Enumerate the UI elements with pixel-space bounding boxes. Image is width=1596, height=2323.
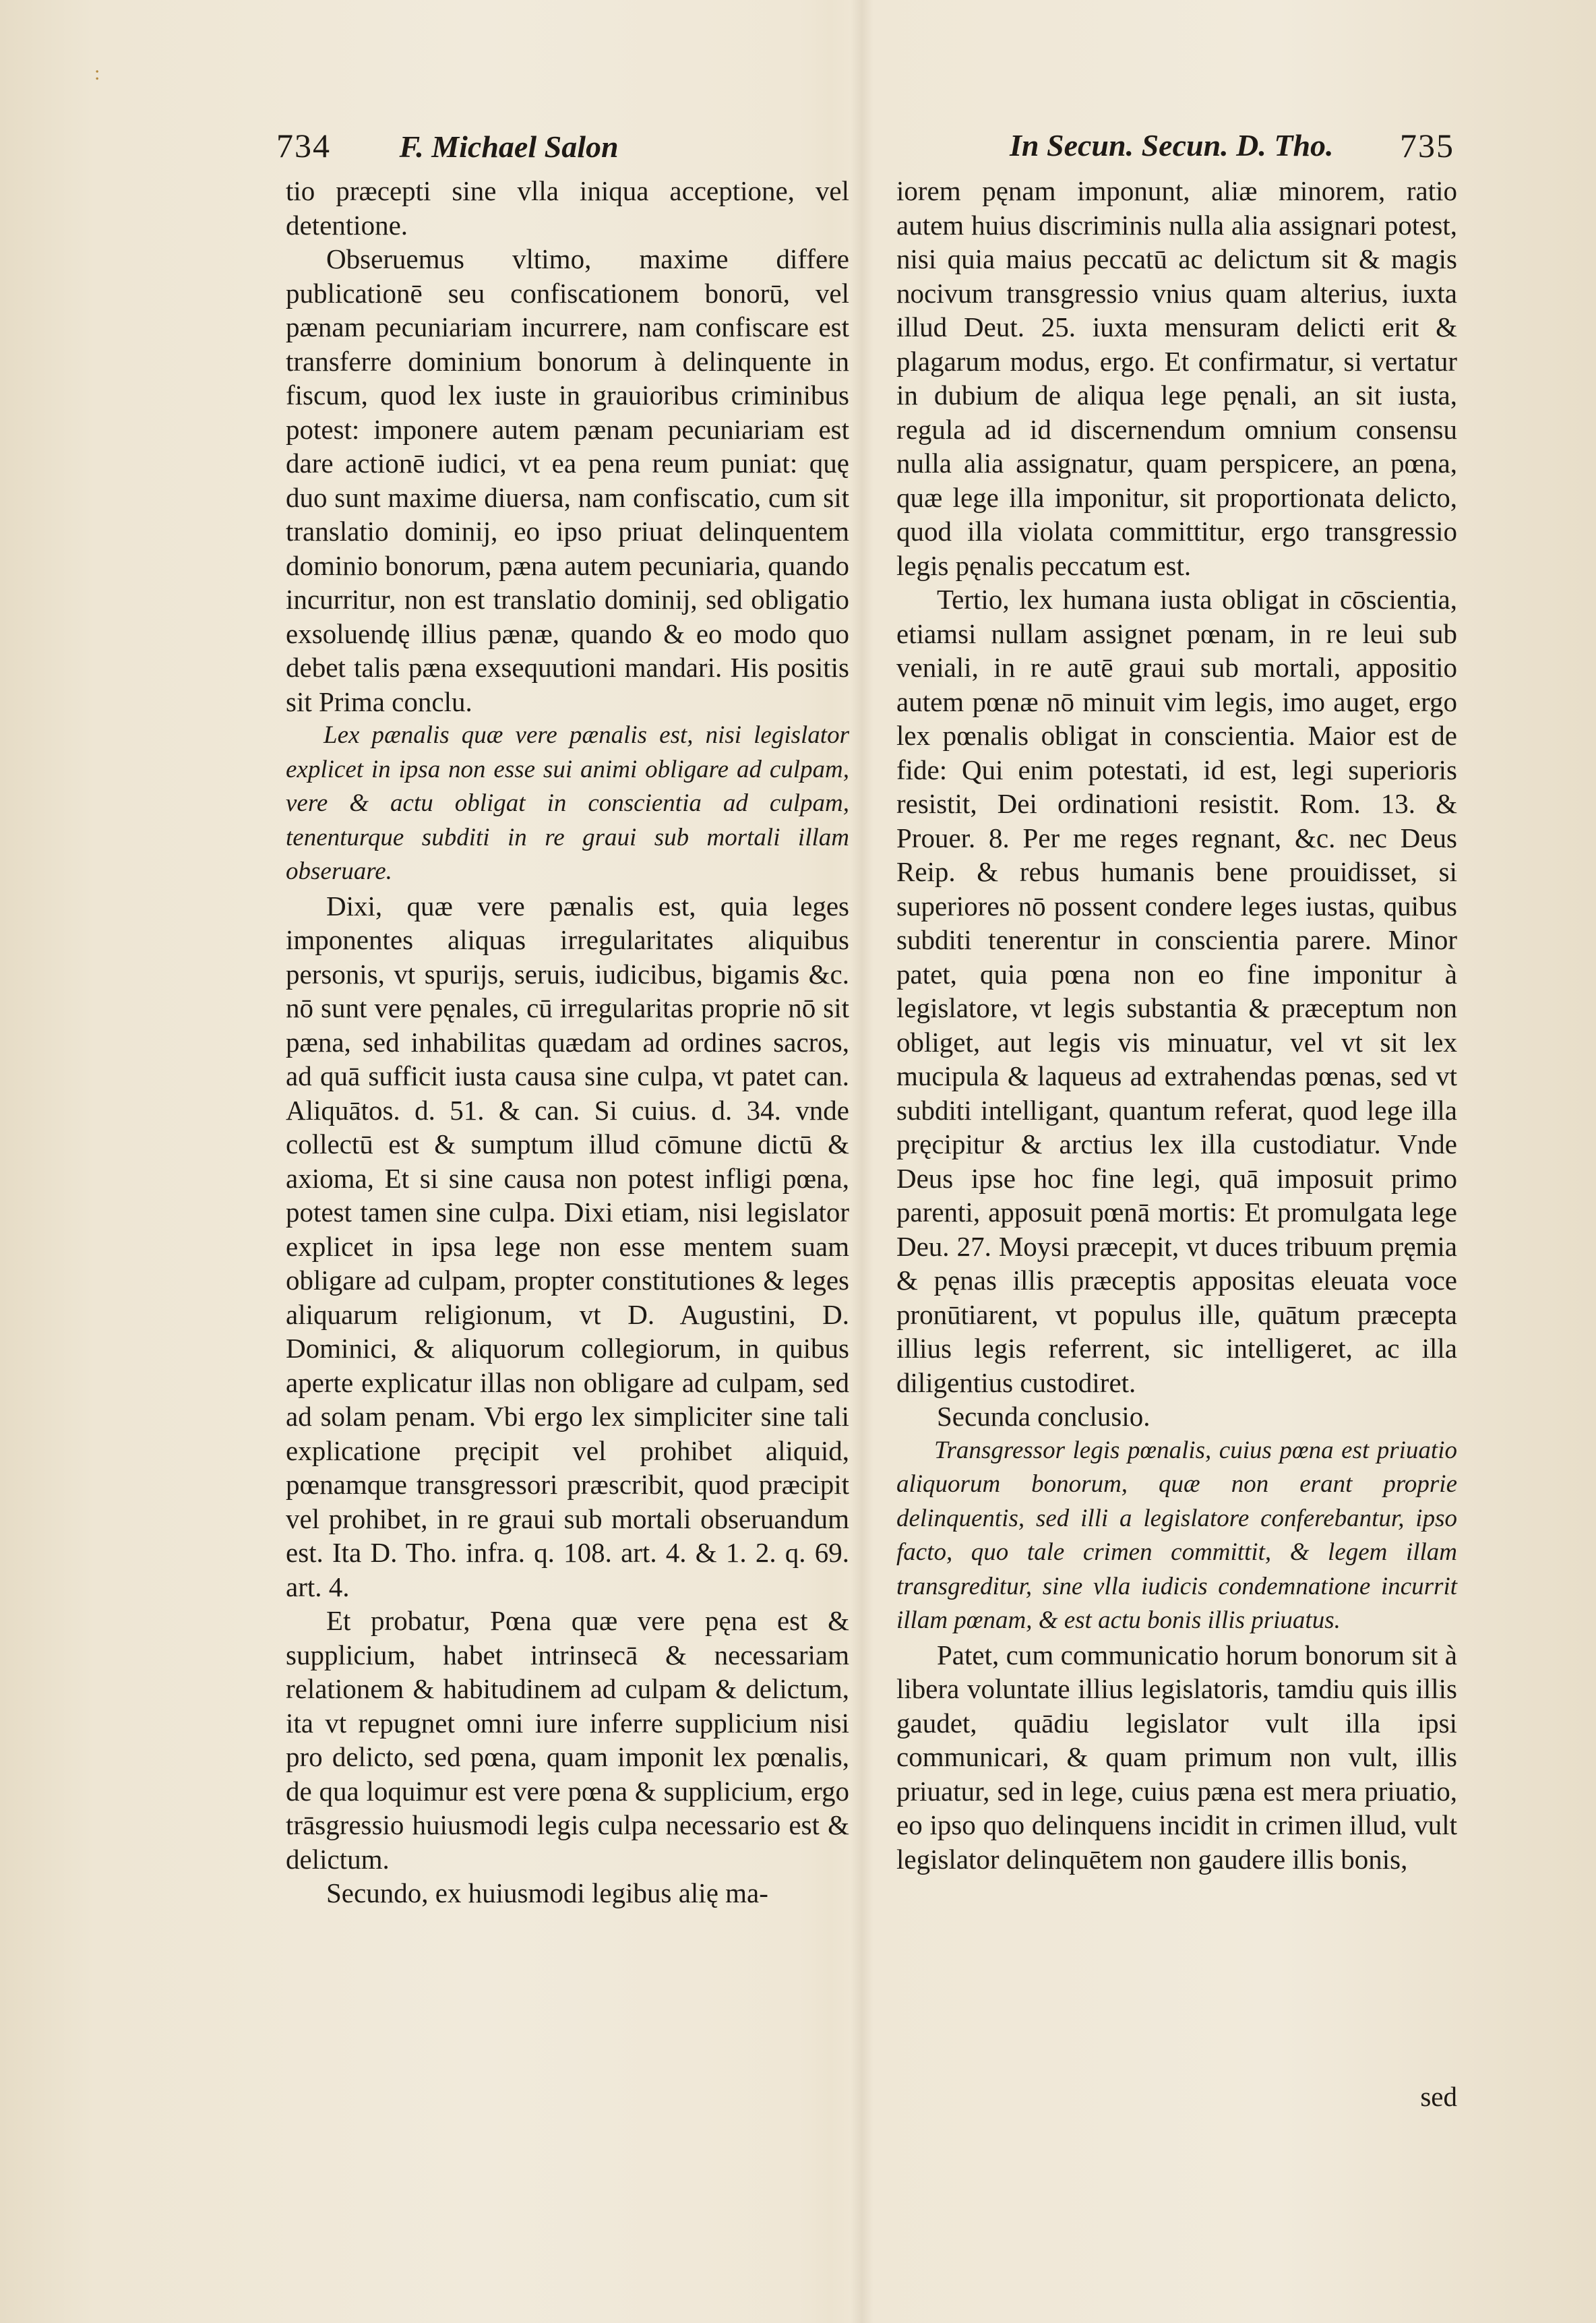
paragraph: iorem pęnam imponunt, aliæ minorem, ratio autem huius discriminis nulla alia assignari potest, nisi quia maius peccatū ac delictum sit & magis nocivum transgressio vnius quam alterius, iuxta illud Deut. 25. iuxta mensuram delicti erit & plagarum modus, ergo. Et confirmatur, si vertatur in dubium de aliqua lege pęnali, an sit iusta, regula ad id discernendum omnium consensu nulla alia assignatur, quam perspicere, an pœna, quæ lege illa imponitur, sit proportionata delicto, quod illa violata committitur, ergo transgressio legis pęnalis peccatum est. [896,175,1457,581]
right-page-header [1010,125,1454,166]
right-running-title: In Secun. Secun. D. Tho. [1010,128,1334,162]
paragraph: Obseruemus vltimo, maxime differe publicationē seu confiscationem bonorū, vel pænam pecuniariam incurrere, nam confiscare est transferre dominium bonorum à delinquente in fiscum, quod lex iuste in grauioribus criminibus potest: imponere autem pænam pecuniariam est dare actionē iudici, vt ea pena reum puniat: quę duo sunt maxime diuersa, nam confiscatio, cum sit translatio dominij, eo ipso priuat delinquentem dominio bonorum, pæna autem pecuniaria, quando incurritur, non est translatio dominij, sed obligatio exsoluendę illius pænæ, quando & eo modo quo debet talis pæna exsequutioni mandari. His positis sit Prima conclu. [286,243,849,717]
section-heading: Secunda conclusio. [937,1401,1150,1432]
binding-gutter [851,0,873,2323]
left-running-title: F. Michael Salon [399,129,619,164]
left-page-number: 734 [276,127,331,164]
right-text-column [896,174,1457,1876]
paragraph: tio præcepti sine vlla iniqua acceptione, vel detentione. [286,175,849,241]
paragraph: Et probatur, Pœna quæ vere pęna est & supplicium, habet intrinsecā & necessariam relationem & habitudinem ad culpam & delictum, ita vt repugnet omni iure inferre supplicium nisi pro delicto, sed pœna, quam imponit lex pœnalis, de qua loquimur est vere pœna & supplicium, ergo trāsgressio huiusmodi legis culpa necessario est & delictum. [286,1605,849,1875]
conclusion-statement: Lex pænalis quæ vere pænalis est, nisi legislator explicet in ipsa non esse sui animi obligare ad culpam, vere & actu obligat in conscientia ad culpam, tenenturque subditi in re graui sub mortali illam obseruare. [286,721,849,885]
margin-mark: : [94,62,100,84]
conclusion-statement: Transgressor legis pœnalis, cuius pœna est priuatio aliquorum bonorum, quæ non erant proprie delinquentis, sed illi a legislatore conferebantur, ipso facto, quo tale crimen committit, & legem illam transgreditur, sine vlla iudicis condemnatione incurrit illam pœnam, & est actu bonis illis priuatus. [896,1436,1457,1634]
catchword: sed [1420,2081,1457,2112]
paragraph: Dixi, quæ vere pænalis est, quia leges imponentes aliquas irregularitates aliquibus personis, vt spurijs, seruis, iudicibus, bigamis &c. nō sunt vere pęnales, cū irregularitas proprie nō sit pæna, sed inhabilitas quædam ad ordines sacros, ad quā sufficit iusta causa sine culpa, vt patet can. Aliquātos. d. 51. & can. Si cuius. d. 34. vnde collectū est & sumptum illud cōmune dictū & axioma, Et si sine causa non potest infligi pœna, potest tamen sine culpa. Dixi etiam, nisi legislator explicet in ipsa lege non esse mentem suam obligare ad culpam, propter constitutiones & leges aliquarum religionum, vt D. Augustini, D. Dominici, & aliquorum collegiorum, in quibus aperte explicatur illas non obligare ad culpam, sed ad solam penam. Vbi ergo lex simpliciter sine tali explicatione pręcipit vel prohibet aliquid, pœnamque transgressori præscribit, quod præcipit vel prohibet, in re graui sub mortali obseruandum est. Ita D. Tho. infra. q. 108. art. 4. & 1. 2. q. 69. art. 4. [286,890,849,1602]
left-text-column [286,174,849,1910]
paragraph: Secundo, ex huiusmodi legibus alię ma- [326,1877,768,1908]
left-page-header [276,125,802,166]
paragraph: Tertio, lex humana iusta obligat in cōscientia, etiamsi nullam assignet pœnam, in re leui sub veniali, in re autē graui sub mortali, appositio autem pœnæ nō minuit vim legis, imo auget, ergo lex pœnalis obligat in conscientia. Maior est de fide: Qui enim potestati, id est, legi superioris resistit, Dei ordinationi resistit. Rom. 13. & Prouer. 8. Per me reges regnant, &c. nec Deus Reip. & rebus humanis bene prouidisset, si superiores nō possent condere leges iustas, quibus subditi tenerentur in conscientia parere. Minor patet, quia pœna non eo fine imponitur à legislatore, vt legis substantia & præceptum non obliget, aut legis vis minuatur, vel vt sit lex mucipula & laqueus ad extrahendas pœnas, sed vt subditi intelligant, quantum referat, quod lege illa pręcipitur & arctius lex illa custodiatur. Vnde Deus ipse hoc fine legi, quā imposuit primo parenti, apposuit pœnā mortis: Et promulgata lege Deu. 27. Moysi præcepit, vt duces tribuum pręmia & pęnas illis præceptis appositas eleuata voce pronūtiarent, vt populus ille, quātum præcepta illius legis referrent, sic intelligeret, ac illa diligentius custodiret. [896,584,1457,1398]
right-page-number: 735 [1400,127,1454,164]
paragraph: Patet, cum communicatio horum bonorum sit à libera voluntate illius legislatoris, tamdiu quis illis gaudet, quādiu legislator vult illa ipsi communicari, & quam primum non vult, illis priuatur, sed in lege, cuius pæna est mera priuatio, eo ipso quo delinquens incidit in crimen illud, vult legislator delinquētem non gaudere illis bonis, [896,1639,1457,1875]
